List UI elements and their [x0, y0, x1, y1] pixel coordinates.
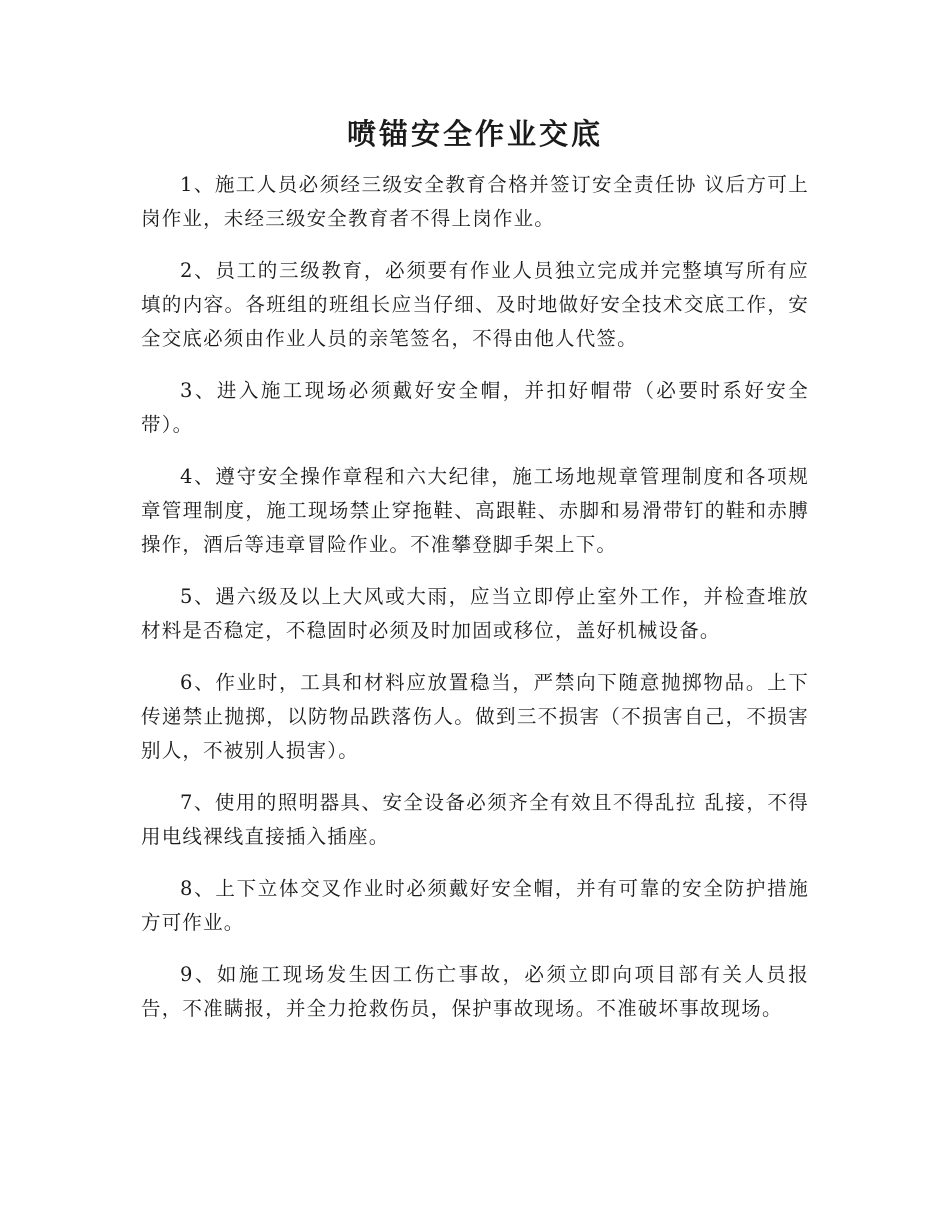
paragraph-8: 8、上下立体交叉作业时必须戴好安全帽，并有可靠的安全防护措施方可作业。 [141, 877, 809, 934]
paragraph-9: 9、如施工现场发生因工伤亡事故，必须立即向项目部有关人员报告，不准瞒报，并全力抢救伤员，保护事故现场。不准破坏事故现场。 [141, 963, 809, 1020]
paragraph-4: 4、遵守安全操作章程和六大纪律，施工场地规章管理制度和各项规章管理制度，施工现场禁止穿拖鞋、高跟鞋、赤脚和易滑带钉的鞋和赤膊操作，酒后等违章冒险作业。不准攀登脚手架上下。 [141, 465, 809, 556]
paragraph-1: 1、施工人员必须经三级安全教育合格并签订安全责任协 议后方可上岗作业，未经三级安全教育者不得上岗作业。 [141, 173, 809, 230]
paragraph-3: 3、进入施工现场必须戴好安全帽，并扣好帽带（必要时系好安全带）。 [141, 379, 809, 436]
paragraph-2: 2、员工的三级教育，必须要有作业人员独立完成并完整填写所有应填的内容。各班组的班组长应当仔细、及时地做好安全技术交底工作，安全交底必须由作业人员的亲笔签名，不得由他人代签。 [141, 259, 809, 350]
document-body [141, 168, 809, 1044]
page-title: 喷锚安全作业交底 [346, 117, 603, 151]
paragraph-7: 7、使用的照明器具、安全设备必须齐全有效且不得乱拉 乱接，不得用电线裸线直接插入插座。 [141, 791, 809, 848]
paragraph-5: 5、遇六级及以上大风或大雨，应当立即停止室外工作，并检查堆放材料是否稳定，不稳固时必须及时加固或移位，盖好机械设备。 [141, 585, 809, 642]
paragraph-6: 6、作业时，工具和材料应放置稳当，严禁向下随意抛掷物品。上下传递禁止抛掷，以防物品跌落伤人。做到三不损害（不损害自己，不损害别人，不被别人损害）。 [141, 671, 809, 762]
